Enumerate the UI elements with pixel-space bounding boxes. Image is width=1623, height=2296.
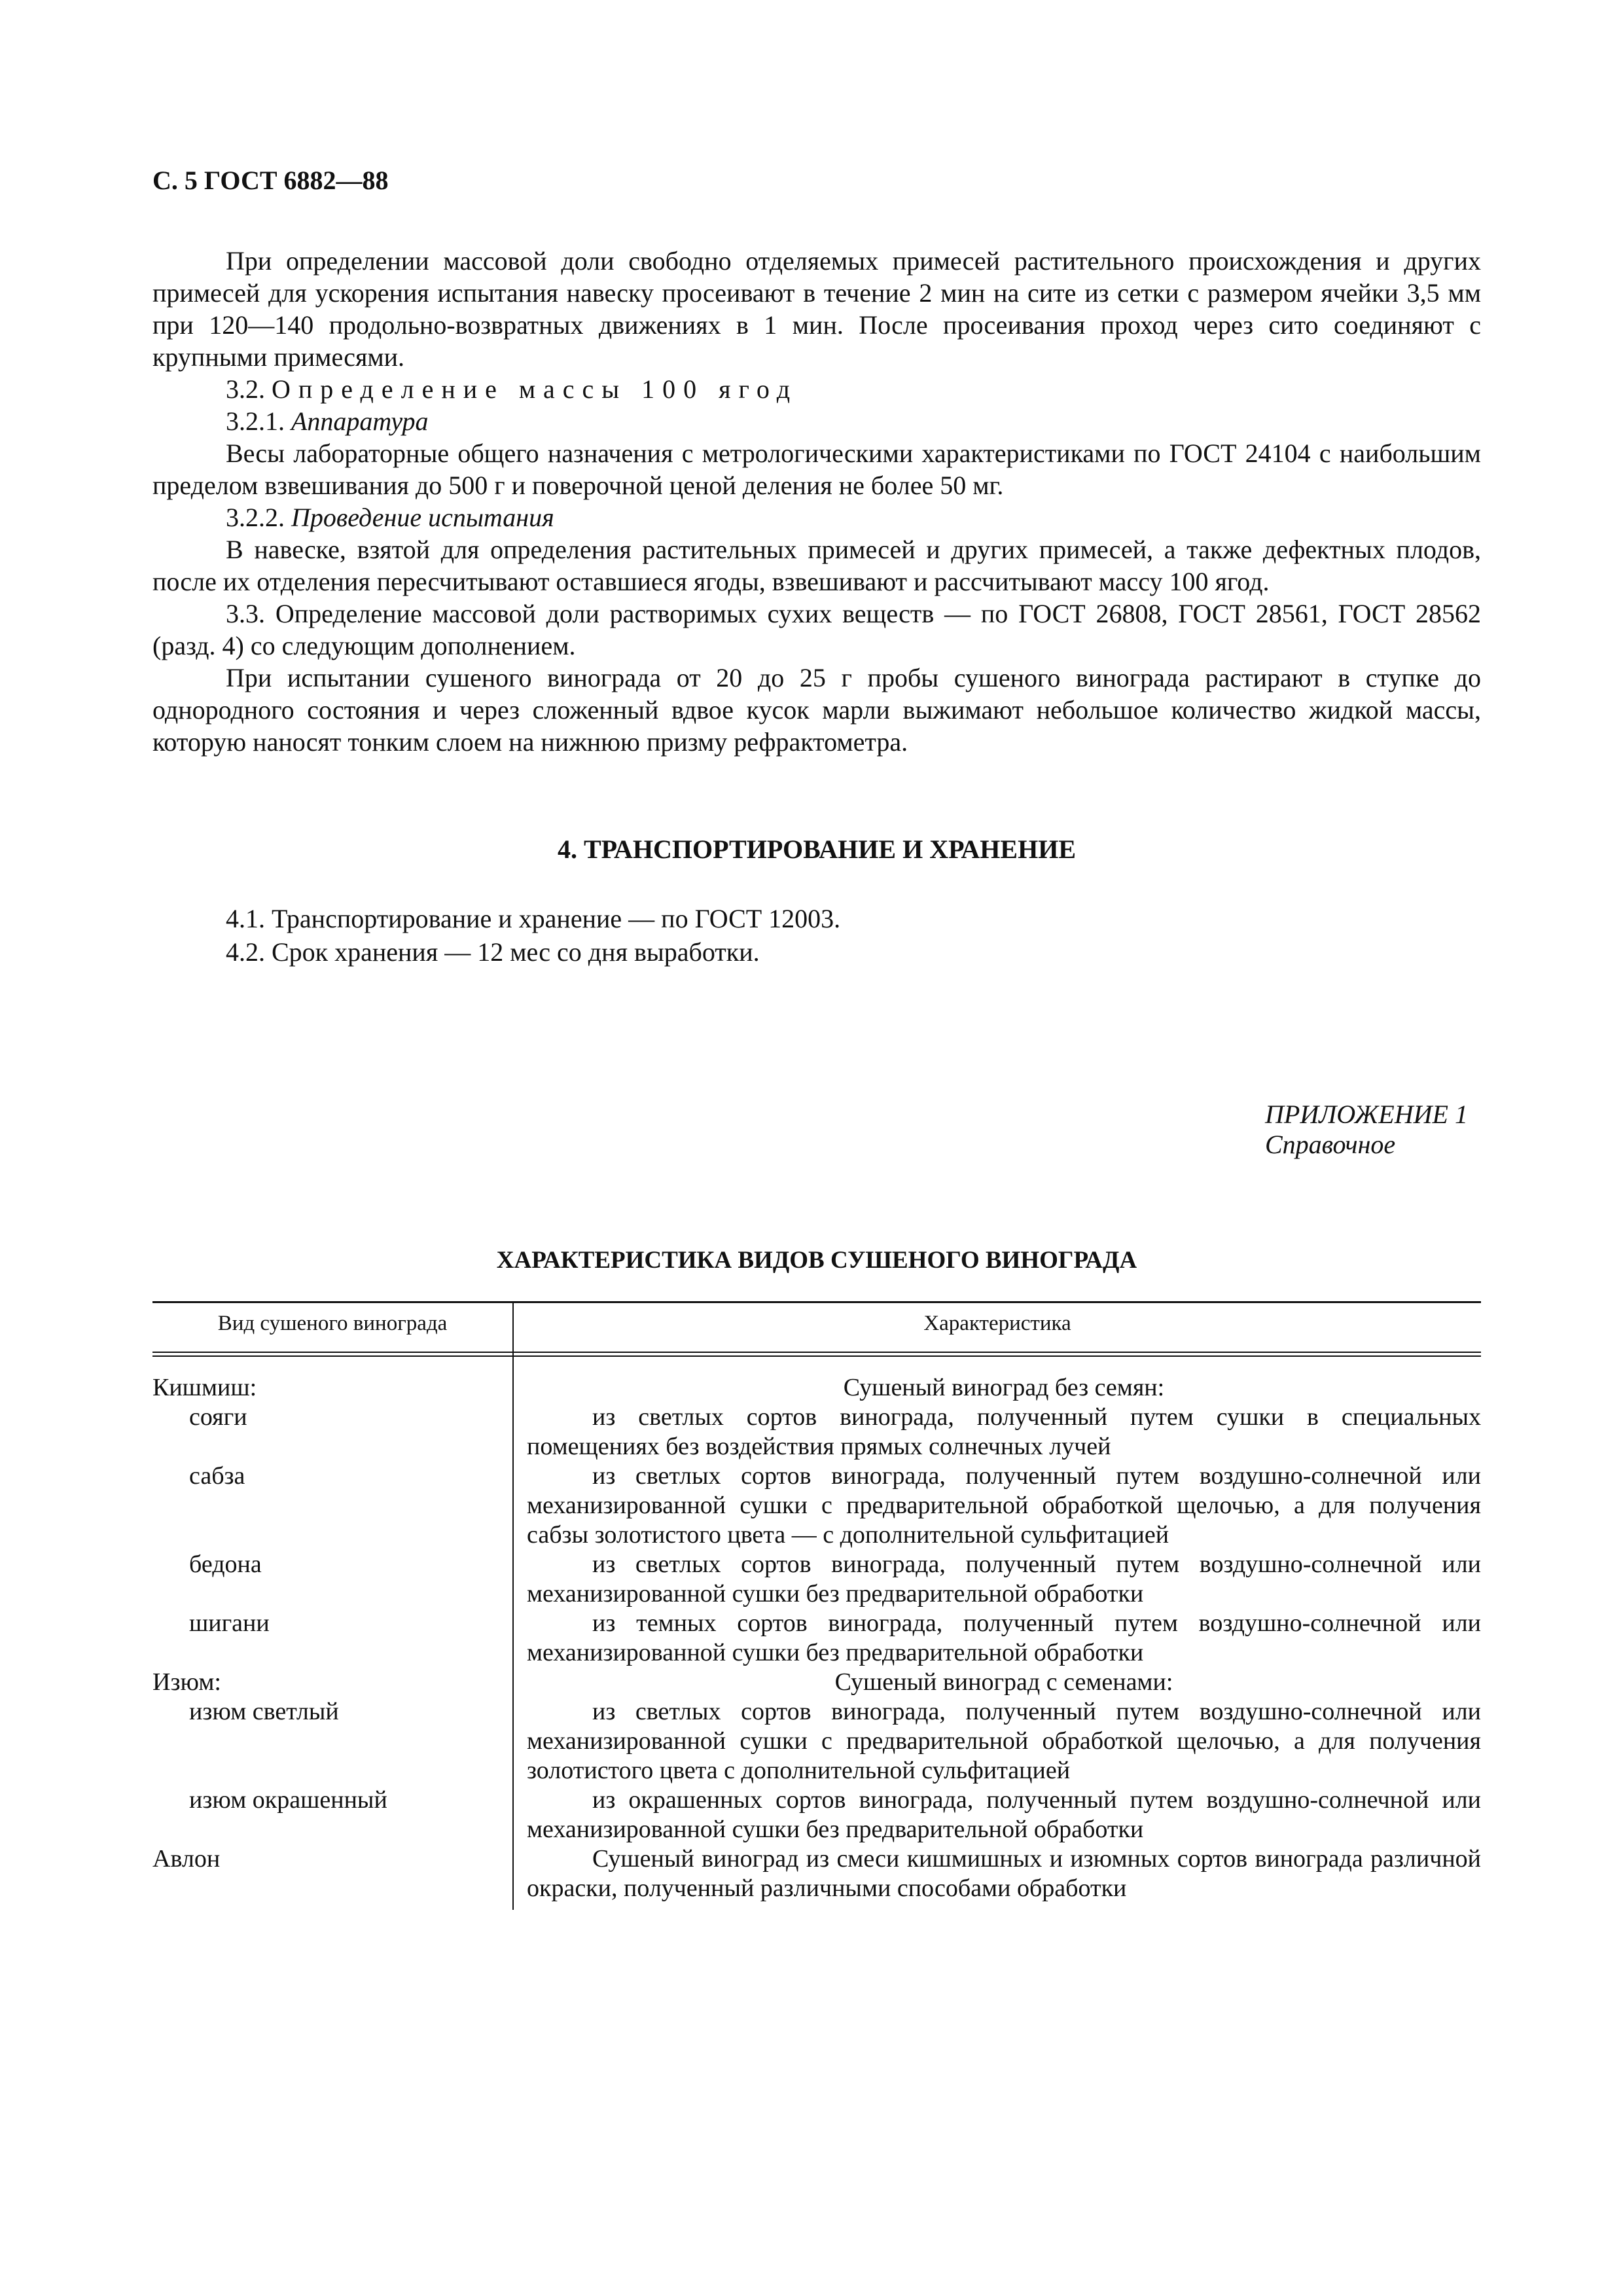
row-characteristic	[527, 1403, 1481, 1462]
clause-3-2-2-title: Проведение испытания	[291, 503, 554, 532]
clause-4-1: 4.1. Транспортирование и хранение — по ГОСТ 12003.	[226, 904, 841, 933]
row-type: Кишмиш:	[152, 1374, 257, 1401]
row-characteristic	[527, 1462, 1481, 1550]
page-header: С. 5 ГОСТ 6882—88	[152, 166, 389, 195]
row-type: шигани	[189, 1609, 270, 1637]
row-type: Авлон	[152, 1845, 221, 1873]
row-type: изюм светлый	[189, 1698, 339, 1725]
paragraph-procedure: В навеске, взятой для определения растительных примесей и других примесей, а также дефектных плодов, после их отделения пересчитывают оставшиеся ягоды, взвешивают и рассчитывают массу 100 ягод.	[152, 535, 1481, 596]
clause-3-3: 3.3. Определение массовой доли растворимых сухих веществ — по ГОСТ 26808, ГОСТ 28561, ГОСТ 28562 (разд. 4) со следующим дополнением.	[152, 599, 1481, 660]
table-row	[152, 1550, 1481, 1609]
row-type: сабза	[189, 1462, 245, 1490]
row-characteristic	[527, 1550, 1481, 1609]
table-header-rule	[152, 1352, 1481, 1353]
table-row	[152, 1697, 1481, 1785]
clause-3-2-2-number: 3.2.2.	[226, 503, 285, 532]
table-top-rule	[152, 1301, 1481, 1303]
row-type: Изюм:	[152, 1668, 221, 1696]
table-body	[152, 1373, 1481, 1903]
section-3-text	[152, 245, 1481, 758]
clause-3-2-1	[152, 405, 1481, 437]
clause-3-2	[152, 373, 1481, 405]
clause-3-2-number: 3.2.	[226, 374, 265, 404]
appendix-number: ПРИЛОЖЕНИЕ 1	[1265, 1100, 1468, 1129]
clause-3-2-1-title: Аппаратура	[291, 406, 429, 436]
row-type: изюм окрашенный	[189, 1786, 387, 1814]
table-header-rule-double	[152, 1355, 1481, 1357]
appendix-label	[1265, 1100, 1468, 1160]
section-4-title: 4. ТРАНСПОРТИРОВАНИЕ И ХРАНЕНИЕ	[558, 834, 1076, 864]
clause-4-2: 4.2. Срок хранения — 12 мес со дня выработки.	[226, 937, 760, 967]
clause-3-2-title: Определение массы 100 ягод	[272, 374, 798, 404]
row-characteristic	[527, 1609, 1481, 1668]
table-row	[152, 1844, 1481, 1903]
table-row	[152, 1373, 1481, 1403]
row-type: сояги	[189, 1403, 247, 1431]
section-4-items	[226, 902, 840, 969]
clause-3-2-2	[152, 501, 1481, 533]
row-characteristic: Сушеный виноград без семян:	[843, 1374, 1165, 1401]
table-title: ХАРАКТЕРИСТИКА ВИДОВ СУШЕНОГО ВИНОГРАДА	[496, 1247, 1137, 1274]
table-row	[152, 1668, 1481, 1697]
table-row	[152, 1403, 1481, 1462]
row-characteristic-text: из светлых сортов винограда, полученный путем воздушно-солнечной или механизированной сушки без предварительной обработки	[527, 1551, 1481, 1607]
table-row	[152, 1785, 1481, 1844]
row-characteristic-text: из темных сортов винограда, полученный путем воздушно-солнечной или механизированной сушки без предварительной обработки	[527, 1609, 1481, 1666]
row-characteristic-text: Сушеный виноград из смеси кишмишных и изюмных сортов винограда различной окраски, полученный различными способами обработки	[527, 1845, 1481, 1902]
clause-3-2-1-number: 3.2.1.	[226, 406, 285, 436]
row-characteristic-text: из окрашенных сортов винограда, полученный путем воздушно-солнечной или механизированной сушки без предварительной обработки	[527, 1786, 1481, 1843]
row-characteristic-text: из светлых сортов винограда, полученный путем сушки в специальных помещениях без воздействия прямых солнечных лучей	[527, 1403, 1481, 1460]
table-row	[152, 1462, 1481, 1550]
table-header-characteristic: Характеристика	[923, 1312, 1071, 1335]
raisin-types-table	[152, 1301, 1481, 1916]
table-header-type: Вид сушеного винограда	[217, 1312, 448, 1335]
paragraph-sieving: При определении массовой доли свободно отделяемых примесей растительного происхождения и других примесей для ускорения испытания навеску просеивают в течение 2 мин на сите из сетки с размером ячейки 3,5 мм при 120—140 продольно-возвратных движениях в 1 мин. После просеивания проход через сито соединяют с крупными примесями.	[152, 246, 1481, 372]
row-characteristic-text: из светлых сортов винограда, полученный путем воздушно-солнечной или механизированной сушки с предварительной обработкой щелочью, а для получения золотистого цвета с дополнительной сульфитацией	[527, 1698, 1481, 1784]
appendix-status: Справочное	[1265, 1130, 1396, 1159]
paragraph-apparatus: Весы лабораторные общего назначения с метрологическими характеристиками по ГОСТ 24104 с наибольшим пределом взвешивания до 500 г и поверочной ценой деления не более 50 мг.	[152, 439, 1481, 500]
table-row	[152, 1609, 1481, 1668]
row-characteristic-text: из светлых сортов винограда, полученный путем воздушно-солнечной или механизированной сушки с предварительной обработкой щелочью, а для получения сабзы золотистого цвета — с дополнительной сульфитацией	[527, 1462, 1481, 1549]
row-characteristic	[527, 1697, 1481, 1785]
row-characteristic: Сушеный виноград с семенами:	[834, 1668, 1173, 1696]
row-type: бедона	[189, 1551, 262, 1578]
row-characteristic	[527, 1844, 1481, 1903]
row-characteristic	[527, 1785, 1481, 1844]
paragraph-refractometer: При испытании сушеного винограда от 20 до 25 г пробы сушеного винограда растирают в ступке до однородного состояния и через сложенный вдвое кусок марли выжимают небольшое количество жидкой массы, которую наносят тонким слоем на нижнюю призму рефрактометра.	[152, 663, 1481, 757]
